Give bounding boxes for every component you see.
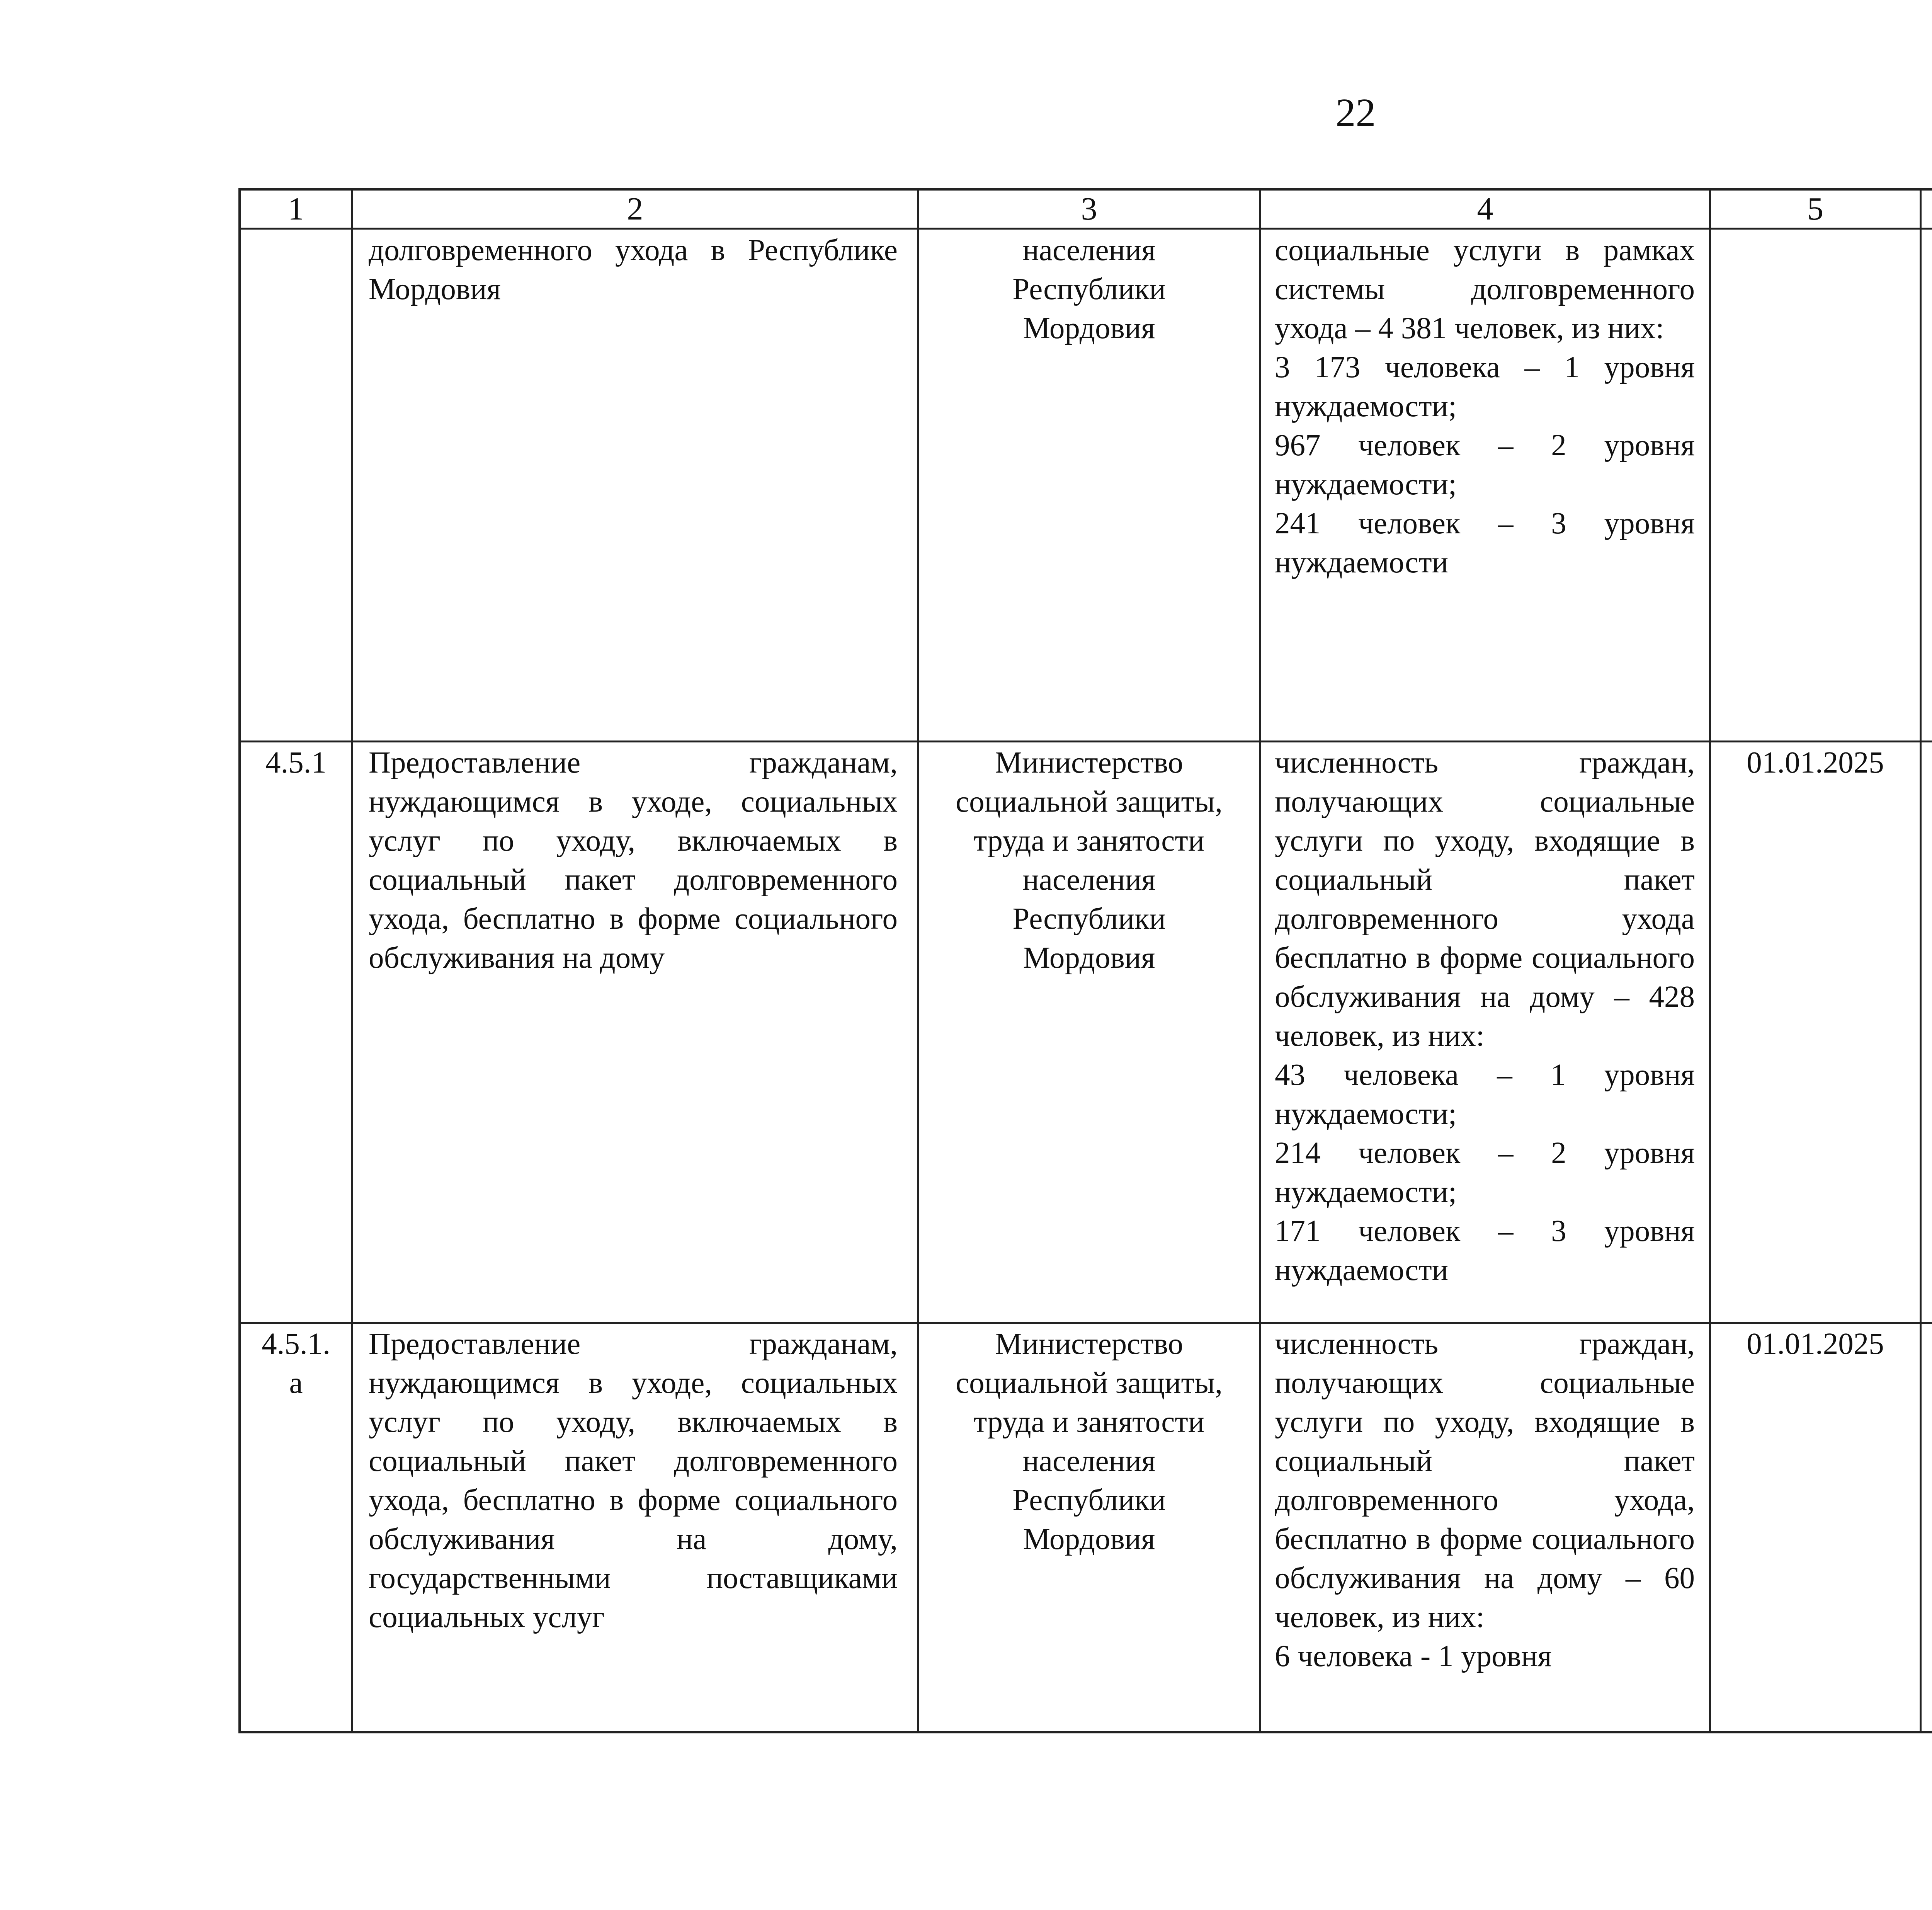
header-col-4: 4 (1477, 191, 1493, 227)
row-number: 4.5.1 (265, 746, 327, 780)
program-table (238, 188, 1932, 1733)
indicator: численность граждан, получающих социальные услуги по уходу, входящие в социальный пакет долговременного ухода, бесплатно в форме социального обслуживания на дому – 60 человек, из них: 6 человека - 1 уровня (1275, 1327, 1695, 1673)
column-divider (917, 191, 919, 1733)
column-divider (1920, 191, 1922, 1733)
executor: Министерство социальной защиты, труда и занятости населения Республики Мордовия (956, 1327, 1223, 1556)
row-number: 4.5.1. а (262, 1327, 330, 1400)
measure-name: долговременного ухода в Республике Мордовия (369, 233, 898, 306)
column-divider (1709, 191, 1711, 1733)
indicator: численность граждан, получающих социальные услуги по уходу, входящие в социальный пакет долговременного ухода бесплатно в форме социального обслуживания на дому – 428 человек, из них: 43 человека – 1 уровня нуждаемости; 214 человек – 2 уровня нуждаемости; 171 человек – 3 уровня нуждаемости (1275, 746, 1695, 1287)
page-number: 22 (1335, 90, 1376, 135)
header-col-6 (1922, 191, 1932, 227)
end-date (1922, 1324, 1932, 1364)
measure-name: Предоставление гражданам, нуждающимся в уходе, социальных услуг по уходу, включаемых в социальный пакет долговременного ухода, бесплатно в форме социального обслуживания на дому, государственными поставщиками социальных услуг (369, 1327, 898, 1634)
row-divider (241, 741, 1932, 742)
header-col-3: 3 (1081, 191, 1097, 227)
column-divider (1259, 191, 1261, 1733)
row-divider (241, 228, 1932, 230)
row-divider (241, 1322, 1932, 1324)
executor: населения Республики Мордовия (1012, 233, 1166, 345)
header-col-5: 5 (1807, 191, 1823, 227)
start-date: 01.01.2025 (1747, 1327, 1884, 1361)
executor: Министерство социальной защиты, труда и занятости населения Республики Мордовия (956, 746, 1223, 975)
indicator: социальные услуги в рамках системы долговременного ухода – 4 381 человек, из них: 3 173 человека – 1 уровня нуждаемости; 967 человек – 2 уровня нуждаемости; 241 человек – 3 уровня нуждаемости (1275, 233, 1695, 579)
column-divider (351, 191, 353, 1733)
start-date: 01.01.2025 (1747, 746, 1884, 780)
measure-name: Предоставление гражданам, нуждающимся в уходе, социальных услуг по уходу, включаемых в социальный пакет долговременного ухода, бесплатно в форме социального обслуживания на дому (369, 746, 898, 975)
header-col-2: 2 (627, 191, 643, 227)
header-col-1: 1 (288, 191, 304, 227)
end-date (1922, 743, 1932, 782)
